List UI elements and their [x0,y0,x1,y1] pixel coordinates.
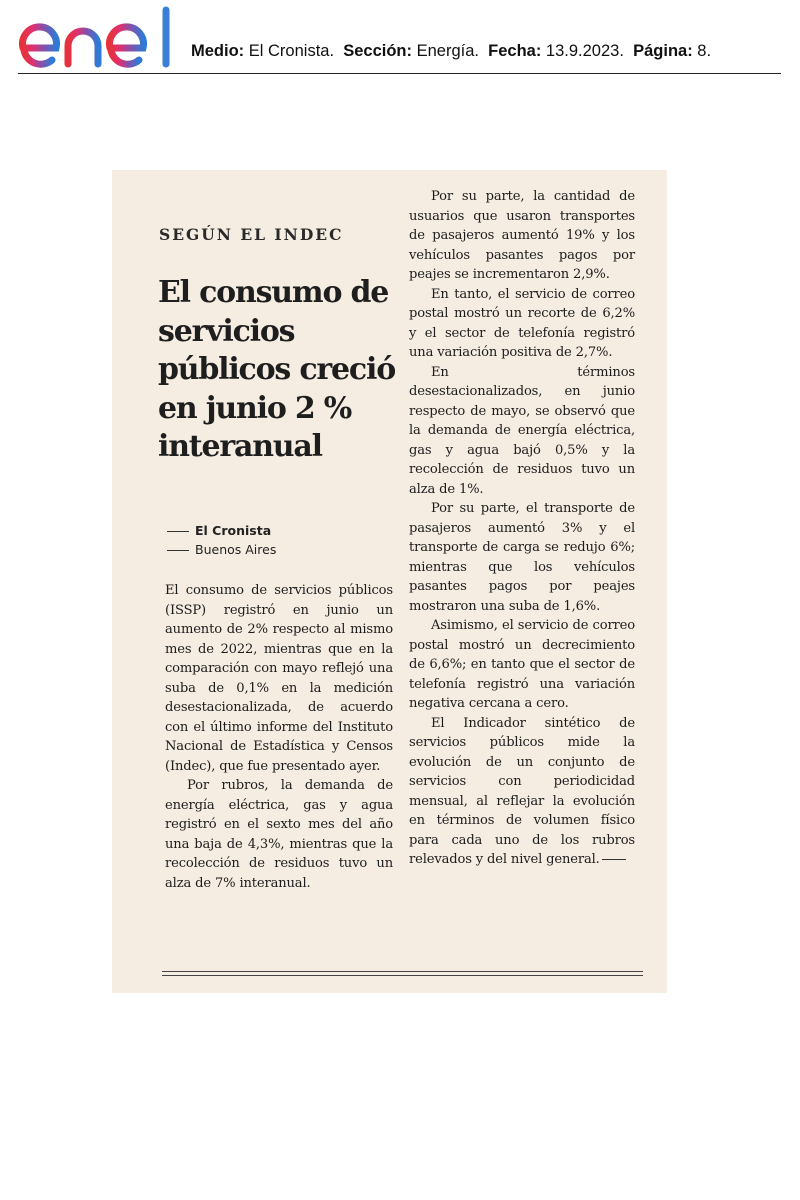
seccion-value: Energía. [416,42,479,60]
paragraph-text: El Indicador sintético de servicios públicos mide la evolución de un conjunto de servicios con periodicidad mensual, al reflejar la evolución en términos de volumen físico para cada uno de los rubros relevados y del nivel general. [409,715,635,867]
place-name: Buenos Aires [195,542,277,557]
paragraph: En tanto, el servicio de correo postal mostró un recorte de 6,2% y el sector de telefonía registró una variación positiva de 2,7%. [409,286,635,360]
seccion-label: Sección: [343,42,412,60]
medio-value: El Cronista. [248,42,335,60]
article-headline: El consumo de servicios públicos creció en junio 2 % interanual [158,275,396,465]
paragraph: En términos desestacionalizados, en junio respecto de mayo, se observó que la demanda de energía eléctrica, gas y agua bajó 0,5% y la recolección de residuos tuvo un alza de 1%. [409,364,635,497]
paragraph-last [409,714,635,870]
bottom-double-rule [162,971,643,976]
author-name: El Cronista [195,523,272,538]
fecha-label: Fecha: [488,42,542,60]
article-column-left [165,581,393,893]
paragraph: Por rubros, la demanda de energía eléctrica, gas y agua registró en el sexto mes del año una baja de 4,3%, mientras que la recolección de residuos tuvo un alza de 7% interanual. [165,778,393,891]
newspaper-clipping [112,170,667,993]
paragraph: El consumo de servicios públicos (ISSP) registró en junio un aumento de 2% respecto al mismo mes de 2022, mientras que en la comparación con mayo reflejó una suba de 0,1% en la medición desestacionalizada, de acuerdo con el último informe del Instituto Nacional de Estadística y Censos (Indec), que fue presentado ayer. [165,583,393,774]
medio-label: Medio: [191,42,245,60]
byline-dash [167,550,189,551]
header-divider [18,73,781,74]
byline-place [167,542,276,557]
byline-author [167,523,271,538]
pagina-label: Página: [633,42,693,60]
source-metadata [191,42,711,61]
end-of-article-mark [602,859,626,860]
paragraph: Asimismo, el servicio de correo postal mostró un decrecimiento de 6,6%; en tanto que el sector de telefonía registró una variación negativa cercana a cero. [409,618,635,711]
fecha-value: 13.9.2023. [545,42,624,60]
article-kicker: SEGÚN EL INDEC [159,225,344,244]
paragraph: Por su parte, el transporte de pasajeros aumentó 3% y el transporte de carga se redujo 6%; mientras que los vehículos pasantes pagos por peajes mostraron una suba de 1,6%. [409,501,635,614]
pagina-value: 8. [697,42,712,60]
enel-logo [18,6,180,68]
article-column-right [409,187,635,870]
paragraph: Por su parte, la cantidad de usuarios que usaron transportes de pasajeros aumentó 19% y los vehículos pasantes pagos por peajes se incrementaron 2,9%. [409,189,635,282]
byline-dash [167,531,189,532]
